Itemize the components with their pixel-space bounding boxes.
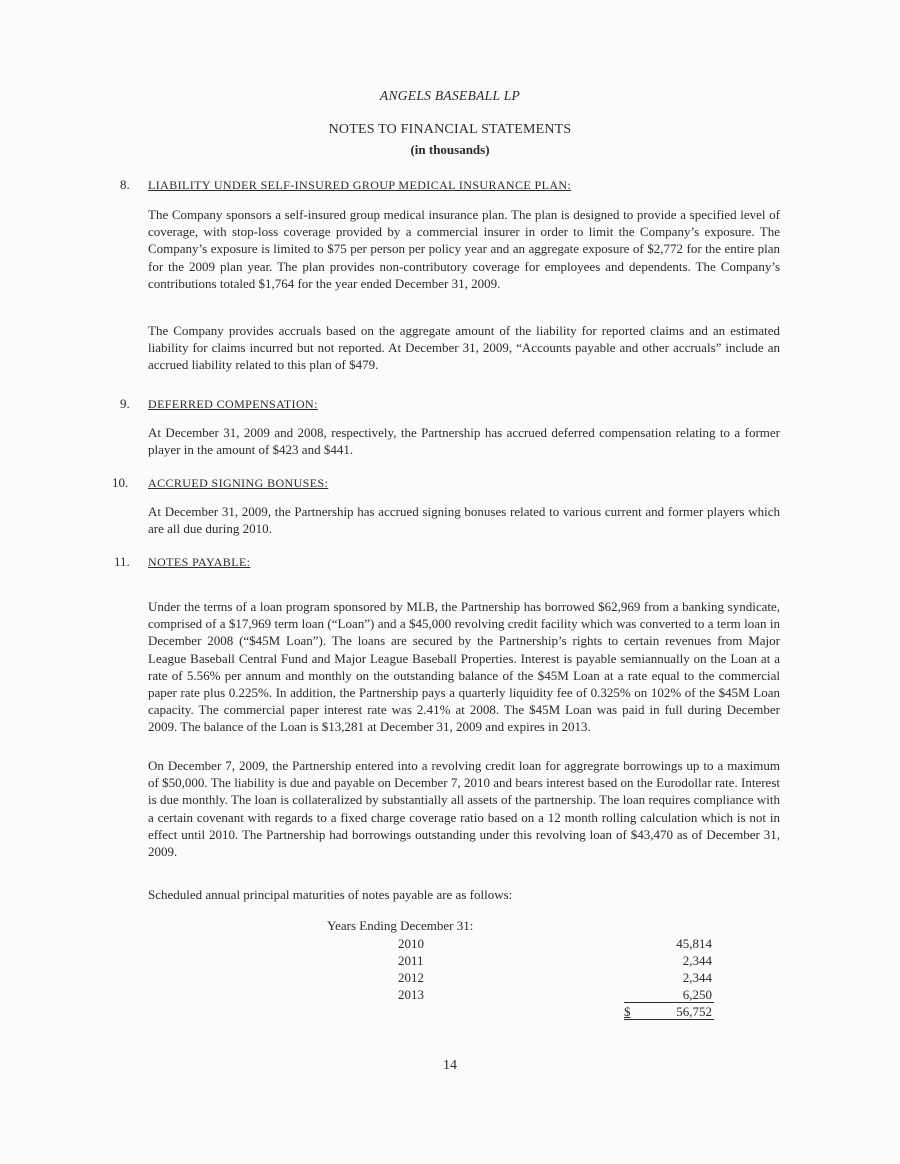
section-11-paragraph-1: Under the terms of a loan program sponsored by MLB, the Partnership has borrowed $62,969 from a banking syndicate, comprised of a $17,969 term loan (“Loan”) and a $45,000 revolving credit facility which was converted to a term loan in December 2008 (“$45M Loan”). The loans are secured by the Partnership’s rights to certain revenues from Major League Baseball Central Fund and Major League Baseball Properties. Interest is payable semiannually on the Loan at a rate of 5.56% per annum and monthly on the outstanding balance of the $45M Loan at a rate equal to the commercial paper rate plus 0.225%. In addition, the Partnership pays a quarterly liquidity fee of 0.325% on 102% of the $45M Loan capacity. The commercial paper interest rate was 2.41% at 2008. The $45M Loan was paid in full during December 2009. The balance of the Loan is $13,281 at December 31, 2009 and expires in 2013.	[148, 599, 780, 735]
section-10-number: 10.	[112, 475, 129, 490]
section-8-paragraph-2: The Company provides accruals based on the aggregate amount of the liability for reported claims and an estimated liability for claims incurred but not reported. At December 31, 2009, “Accounts payable and other accruals” include an accrued liability related to this plan of $479.	[148, 323, 780, 373]
schedule-amount: 2,344	[682, 953, 712, 968]
section-10-heading: ACCRUED SIGNING BONUSES:	[148, 476, 329, 490]
section-11-paragraph-2: On December 7, 2009, the Partnership entered into a revolving credit loan for aggregrate borrowings up to a maximum of $50,000. The liability is due and payable on December 7, 2010 and bears interest based on the Eurodollar rate. Interest is due monthly. The loan is collateralized by substantially all assets of the partnership. The loan requires compliance with a certain covenant with regards to a fixed charge coverage ratio based on a 12 month rolling calculation which is not in effect until 2010. The Partnership had borrowings outstanding under this revolving loan of $43,470 as of December 31, 2009.	[148, 758, 780, 860]
section-9-paragraph: At December 31, 2009 and 2008, respectively, the Partnership has accrued deferred compensation relating to a former player in the amount of $423 and $441.	[148, 425, 780, 458]
section-11-number: 11.	[114, 554, 130, 569]
schedule-label: Years Ending December 31:	[327, 918, 474, 933]
schedule-year: 2010	[398, 936, 424, 951]
schedule-amount: 45,814	[676, 936, 712, 951]
section-8-number: 8.	[120, 177, 130, 192]
document-subtitle: (in thousands)	[410, 142, 490, 157]
total-amount: 56,752	[676, 1004, 712, 1019]
section-10-paragraph: At December 31, 2009, the Partnership has accrued signing bonuses related to various current and former players which are all due during 2010.	[148, 504, 780, 537]
schedule-amount: 2,344	[682, 970, 712, 985]
section-8-paragraph-1: The Company sponsors a self-insured group medical insurance plan. The plan is designed to provide a specified level of coverage, with stop-loss coverage provided by a commercial insurer in order to limit the Company’s exposure. The Company’s exposure is limited to $75 per person per policy year and an aggregate exposure of $2,772 for the entire plan for the 2009 plan year. The plan provides non-contributory coverage for employees and dependents. The Company’s contributions totaled $1,764 for the year ended December 31, 2009.	[148, 207, 780, 291]
section-8-heading: LIABILITY UNDER SELF-INSURED GROUP MEDICAL INSURANCE PLAN:	[148, 178, 572, 192]
total-rule	[624, 1019, 714, 1020]
document-title: NOTES TO FINANCIAL STATEMENTS	[328, 122, 572, 137]
total-currency: $	[624, 1004, 631, 1019]
schedule-year: 2011	[398, 953, 424, 968]
section-9-heading: DEFERRED COMPENSATION:	[148, 397, 318, 411]
schedule-year: 2012	[398, 970, 424, 985]
section-9-number: 9.	[120, 396, 130, 411]
schedule-amount: 6,250	[682, 987, 712, 1002]
company-name: ANGELS BASEBALL LP	[379, 88, 521, 103]
section-11-heading: NOTES PAYABLE:	[148, 555, 251, 569]
page-number: 14	[443, 1058, 457, 1073]
schedule-year: 2013	[398, 987, 424, 1002]
subtotal-rule	[624, 1002, 714, 1003]
section-11-paragraph-3: Scheduled annual principal maturities of notes payable are as follows:	[148, 887, 513, 902]
